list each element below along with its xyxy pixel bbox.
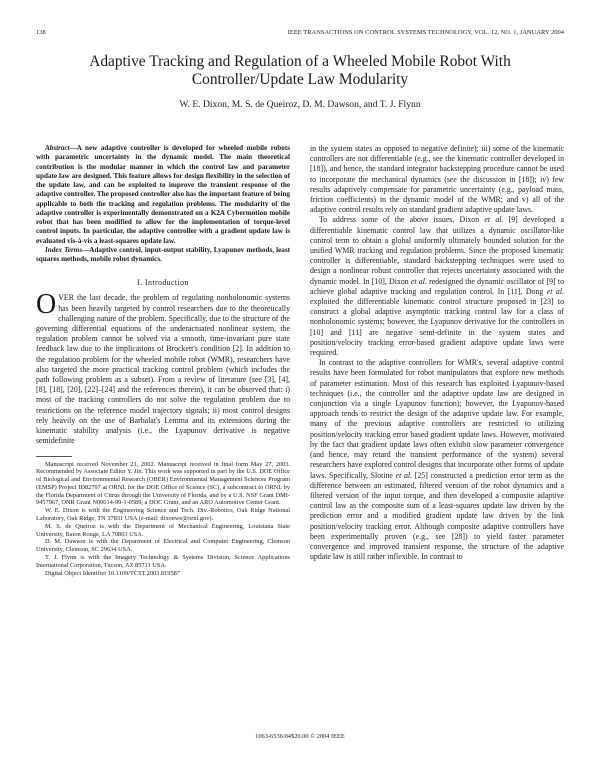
right-paragraph-2 [310, 215, 564, 358]
intro-paragraph [36, 289, 290, 446]
abstract-label: Abstract [45, 144, 70, 152]
left-column [36, 144, 290, 577]
footnote-dixon: W. E. Dixon is with the Engineering Science and Tech. Div.-Robotics, Oak Ridge National Laboratory, Oak Ridge, TN 37831 USA (e-mail: dixonwe@ornl.gov). [36, 507, 290, 523]
footnote-divider [36, 456, 72, 457]
p2-etal-3: et al. [546, 286, 564, 296]
paper-authors: W. E. Dixon, M. S. de Queiroz, D. M. Dawson, and T. J. Flynn [179, 99, 421, 110]
footnote-de-queiroz: M. S. de Queiroz is with the Department of Mechanical Engineering, Louisiana State University, Baton Rouge, LA 70803 USA. [36, 522, 290, 538]
drop-cap: O [36, 289, 57, 321]
section-heading-introduction: I. Introduction [137, 278, 189, 288]
page-number: 138 [36, 29, 46, 36]
paper-title: Adaptive Tracking and Regulation of a Wheeled Mobile Robot With Controller/Update Law Modularity [89, 53, 511, 88]
p3-etal: et al. [395, 470, 413, 480]
p2-etal-1: et al. [484, 215, 504, 225]
right-paragraph-1: in the system states as opposed to negative definite); iii) some of the kinematic controllers are not differentiable (e.g., see the kinematic controller developed in [18]), and hence, the standard integrator backstepping procedure cannot be used to incorporate the mechanical dynamics (see the discussion in [18]); iv) few results adaptively compensate for parametric uncertainty (e.g., payload mass, friction coefficients) in the dynamic model of the WMR; and v) all of the adaptive control results rely on standard gradient adaptive update laws. [310, 144, 564, 215]
index-terms-text: —Adaptive control, input-output stability, Lyapunov methods, least squares methods, mobile robot dynamics. [36, 245, 290, 263]
p3-text-b: [25] constructed a prediction error term as the difference between an estimated, filtered version of the robot dynamics and a filtered version of the input torque, and then developed a composite adaptive control law as the composite sum of a least-squares update law driven by the prediction error and a modified gradient update law driven by the link position/velocity tracking error. Although composite adaptive controllers have been experimentally proven (e.g., see [28]) to yield faster parameter convergence and improved transient response, the structure of the adaptive update law is still rather inflexible. In contrast to [310, 470, 565, 562]
intro-text: VER the last decade, the problem of regulating nonholonomic systems has been heavily targeted by control researchers due to the theoretically challenging nature of the problem. Specifically, due to the structure of the governing differential equations of the underactuated nonlinear system, the regulation problem cannot be solved via a smooth, time-invariant pure state feedback law due to the implications of Brockett's condition [2]. In addition to the regulation problem for the wheeled mobile robot (WMR), researchers have also targeted the more practical tracking control problem (which includes the path following problem as a subset). From a review of literature (see [3], [4], [8], [18], [20], [22]–[24] and the references therein), it can be observed that: i) most of the tracking controllers do not solve the regulation problem due to restrictions on the reference model trajectory signals; ii) most control designs rely heavily on the use of Barbalat's Lemma and its extensions during the kinematic stability analysis (i.e., the Lyapunov derivative is negative semidefinite [36, 293, 290, 446]
footnote-dawson: D. M. Dawson is with the Department of Electrical and Computer Engineering, Clemson University, Clemson, SC 29634 USA. [36, 538, 290, 554]
index-terms-label: Index Terms [45, 245, 83, 254]
right-paragraph-3 [310, 358, 564, 562]
p2-text-a: To address some of the above issues, Dixon [319, 215, 485, 225]
right-column [310, 144, 564, 562]
journal-header: IEEE TRANSACTIONS ON CONTROL SYSTEMS TECHNOLOGY, VOL. 12, NO. 1, JANUARY 2004 [287, 29, 564, 36]
copyright-footer: 1063-6536/04$20.00 © 2004 IEEE [255, 733, 345, 740]
p3-text-a: In contrast to the adaptive controllers for WMR's, several adaptive control results have been formulated for robot manipulators that explore new methods of parameter estimation. Most of this research has exploited Lyapunov-based techniques (i.e., the controller and the adaptive update law are designed in conjunction via a single Lyapunov function); however, the Lyapunov-based approach tends to restrict the design of the adaptive update law. For example, many of the previous adaptive controllers are restricted to utilizing position/velocity tracking error based gradient update laws. However, motivated by the fact that gradient update laws often exhibit slow parameter convergence (and hence, may retard the transient performance of the system) several researchers have explored control designs that incorporate other forms of update laws. Specifically, Slotine [310, 358, 564, 480]
p2-text-d: exploited the differentiable kinematic control structure proposed in [23] to construct a global adaptive asymptotic tracking control law for a class of nonholonomic systems; however, the Lyapunov derivative for the controllers in [10] and [11] are negative semi-definite in the system states and position/velocity tracking error-based gradient adaptive update laws were required. [310, 297, 564, 358]
footnote-manuscript: Manuscript received November 21, 2002. Manuscript received in final form May 27, 2003. Recommended by Associate Editor Y. Jin. This work was supported in part by the U.S. DOE Office of Biological and Environmental Research (OBER) Environmental Management Sciences Program (EMSP) Project ID82797 at ORNL for the DOE Office of Science (SC), a subcontract to ORNL by the Florida Department of Citrus through the University of Florida, and by a U.S. NSF Grant DMI-9457967, ONR Grant N00014-99-1-0589, a DOC Grant, and an ARO Automotive Center Grant. [36, 460, 290, 507]
p2-text-b: [9] developed a differentiable kinematic control law that utilizes a dynamic oscillator-like control term to obtain a global uniformly ultimately bounded solution for the unified WMR tracking and regulation problems. Since the proposed kinematic controller is differentiable, standard backstepping techniques were used to design a nonlinear robust controller that rejects uncertainty associated with the dynamic model. In [10], Dixon [310, 215, 565, 286]
abstract-text: —A new adaptive controller is developed for wheeled mobile robots with parametric uncertainty in the dynamic model. The main theoretical contribution is the modular manner in which the control law and parameter update law are designed. This feature allows for design flexibility in the selection of the update law, and can be exploited to improve the transient response of the adaptive controller. The proposed controller also has the important feature of being applicable to both the tracking and regulation problems. The modularity of the adaptive controller is experimentally demonstrated on a K2A Cybermotion mobile robot that has been modified to allow for the implementation of torque-level control inputs. In particular, the adaptive controller with a gradient update law is evaluated vis-à-vis a least-squares update law. [36, 144, 290, 245]
p2-text-c: redesigned the dynamic oscillator of [9] to achieve global adaptive tracking and regulation control. In [11], Dong [310, 276, 564, 296]
footnote-doi: Digital Object Identifier 10.1109/TCST.2003.819587 [45, 569, 180, 577]
abstract [36, 144, 290, 246]
index-terms [36, 246, 290, 265]
p2-etal-2: et al. [410, 276, 427, 286]
footnote-flynn: T. J. Flynn is with the Imagery Technology & Systems Division, Science Applications International Corporation, Tucson, AZ 85711 USA. [36, 554, 290, 569]
